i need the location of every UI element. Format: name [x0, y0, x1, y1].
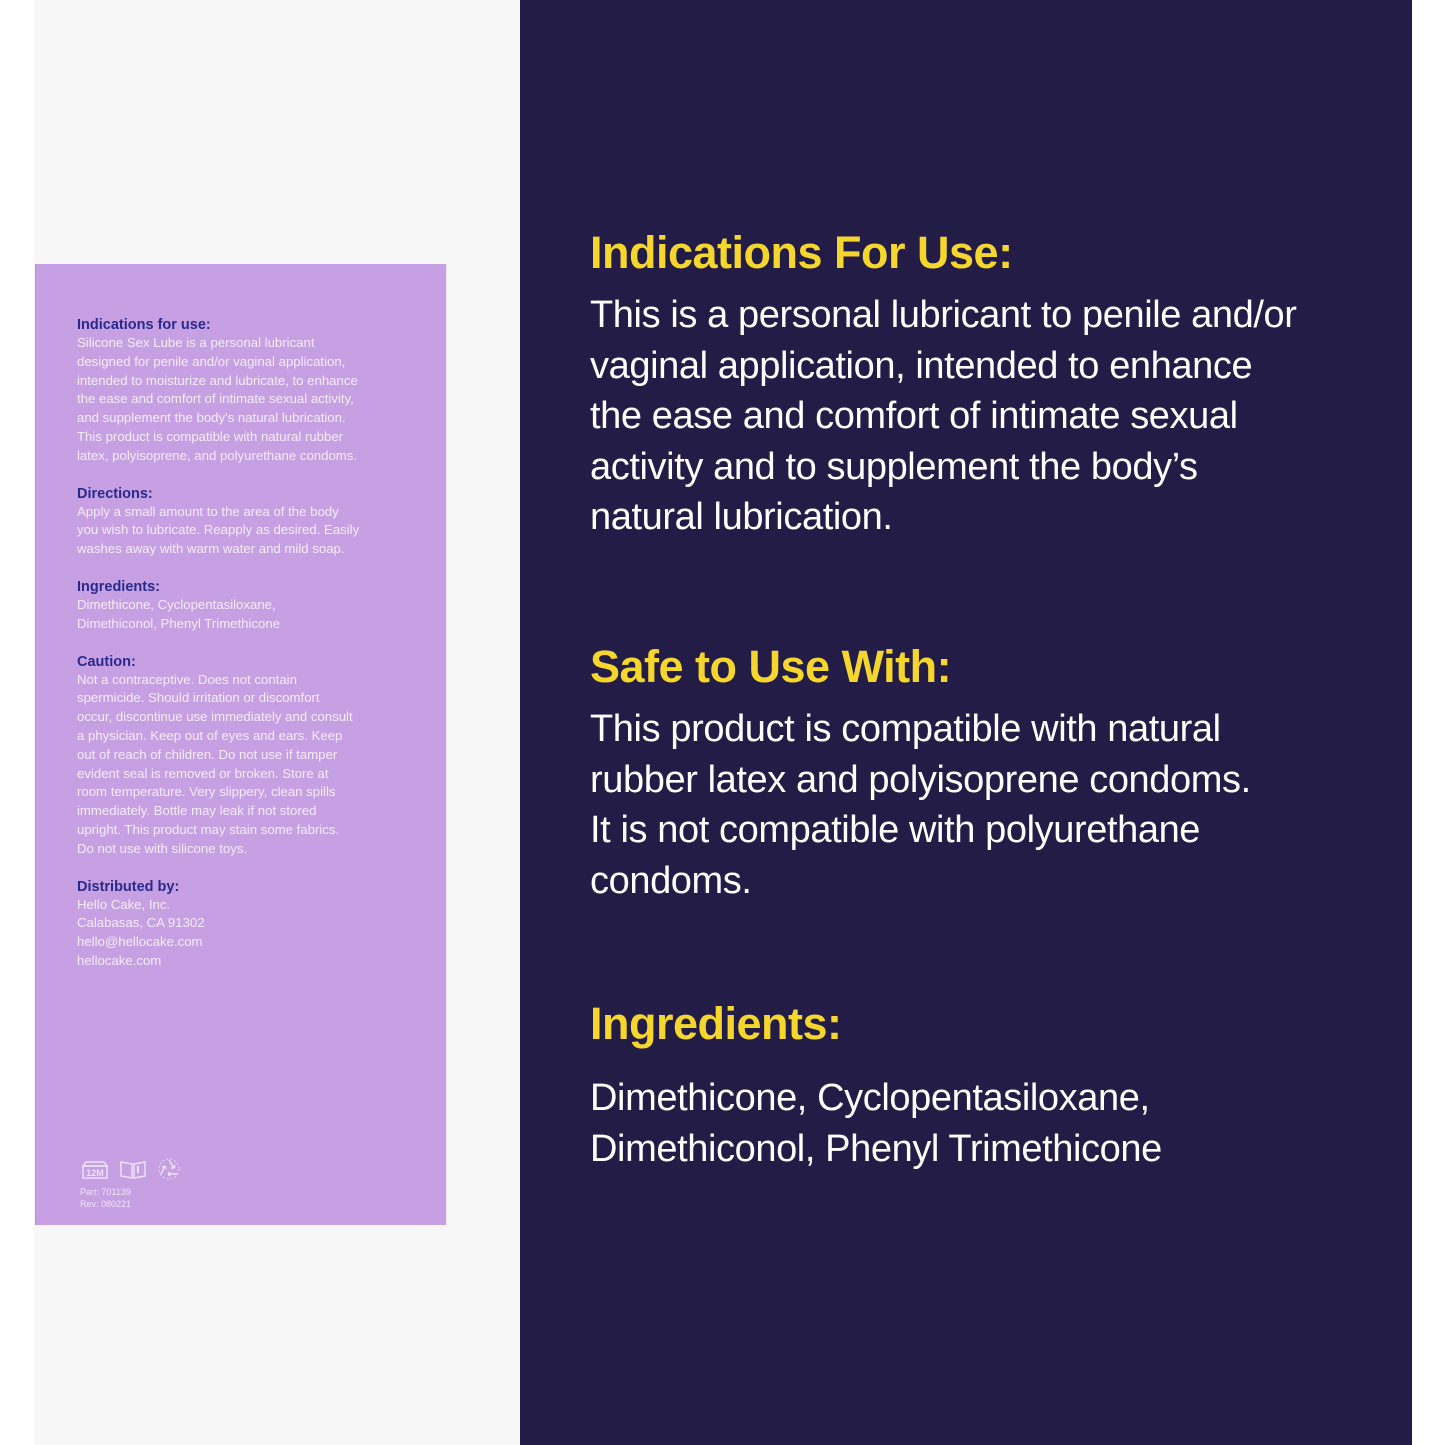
package-section-indications — [77, 316, 427, 466]
package-heading: Indications for use: — [77, 317, 211, 333]
read-instructions-icon — [118, 1158, 148, 1180]
package-text: Silicone Sex Lube is a personal lubricant designed for penile and/or vaginal application, intended to moisturize and lubricate, to enhance the ease and comfort of intimate sexual activity, and supplement the body's natural lubrication. This product is compatible with natural rubber latex, polyisoprene, and polyurethane condoms. — [77, 335, 358, 463]
ingredients-section — [590, 995, 1162, 1174]
package-section-ingredients — [77, 578, 427, 634]
package-heading: Ingredients: — [77, 578, 160, 595]
package-heading: Distributed by: — [77, 878, 180, 895]
pao-label: 12M — [86, 1168, 104, 1178]
package-section-distributor — [77, 878, 427, 971]
period-after-opening-icon — [80, 1158, 110, 1180]
package-text: Apply a small amount to the area of the body you wish to lubricate. Reapply as desired. Easily washes away with warm water and mild soap. — [77, 503, 360, 557]
info-panel — [520, 0, 1412, 1445]
part-number: Part: 701139 — [80, 1187, 131, 1197]
indications-heading: Indications For Use: — [590, 227, 1013, 278]
revision-number: Rev: 080221 — [80, 1198, 132, 1209]
recycle-icon — [156, 1157, 182, 1181]
package-section-caution — [77, 653, 427, 859]
package-text: Hello Cake, Inc. Calabasas, CA 91302 hello@hellocake.com hellocake.com — [77, 896, 205, 968]
package-text: Not a contraceptive. Does not contain spermicide. Should irritation or discomfort occur, discontinue use immediately and consult a physician. Keep out of eyes and ears. Keep out of reach of children. Do not use if tamper evident seal is removed or broken. Store at room temperature. Very slippery, clean spills immediately. Bottle may leak if not stored upright. This product may stain some fabrics. Do not use with silicone toys. — [77, 671, 353, 856]
package-label-text — [77, 316, 427, 990]
safe-to-use-section — [590, 638, 1251, 906]
ingredients-heading: Ingredients: — [590, 998, 842, 1049]
safe-to-use-heading: Safe to Use With: — [590, 641, 952, 692]
safe-to-use-body: This product is compatible with natural rubber latex and polyisoprene condoms. It is not compatible with polyurethane condoms. — [590, 708, 1251, 902]
package-heading: Directions: — [77, 485, 153, 502]
package-back-image — [35, 264, 446, 1225]
indications-body: This is a personal lubricant to penile and/or vaginal application, intended to enhance the ease and comfort of intimate sexual activity and to supplement the body’s natural lubrication. — [590, 294, 1297, 538]
package-section-directions — [77, 485, 427, 559]
ingredients-body: Dimethicone, Cyclopentasiloxane, Dimethiconol, Phenyl Trimethicone — [590, 1077, 1162, 1170]
package-text: Dimethicone, Cyclopentasiloxane, Dimethiconol, Phenyl Trimethicone — [77, 596, 281, 631]
package-heading: Caution: — [77, 653, 136, 670]
package-footer — [80, 1157, 182, 1210]
indications-section — [590, 224, 1297, 543]
package-symbols — [80, 1157, 182, 1181]
